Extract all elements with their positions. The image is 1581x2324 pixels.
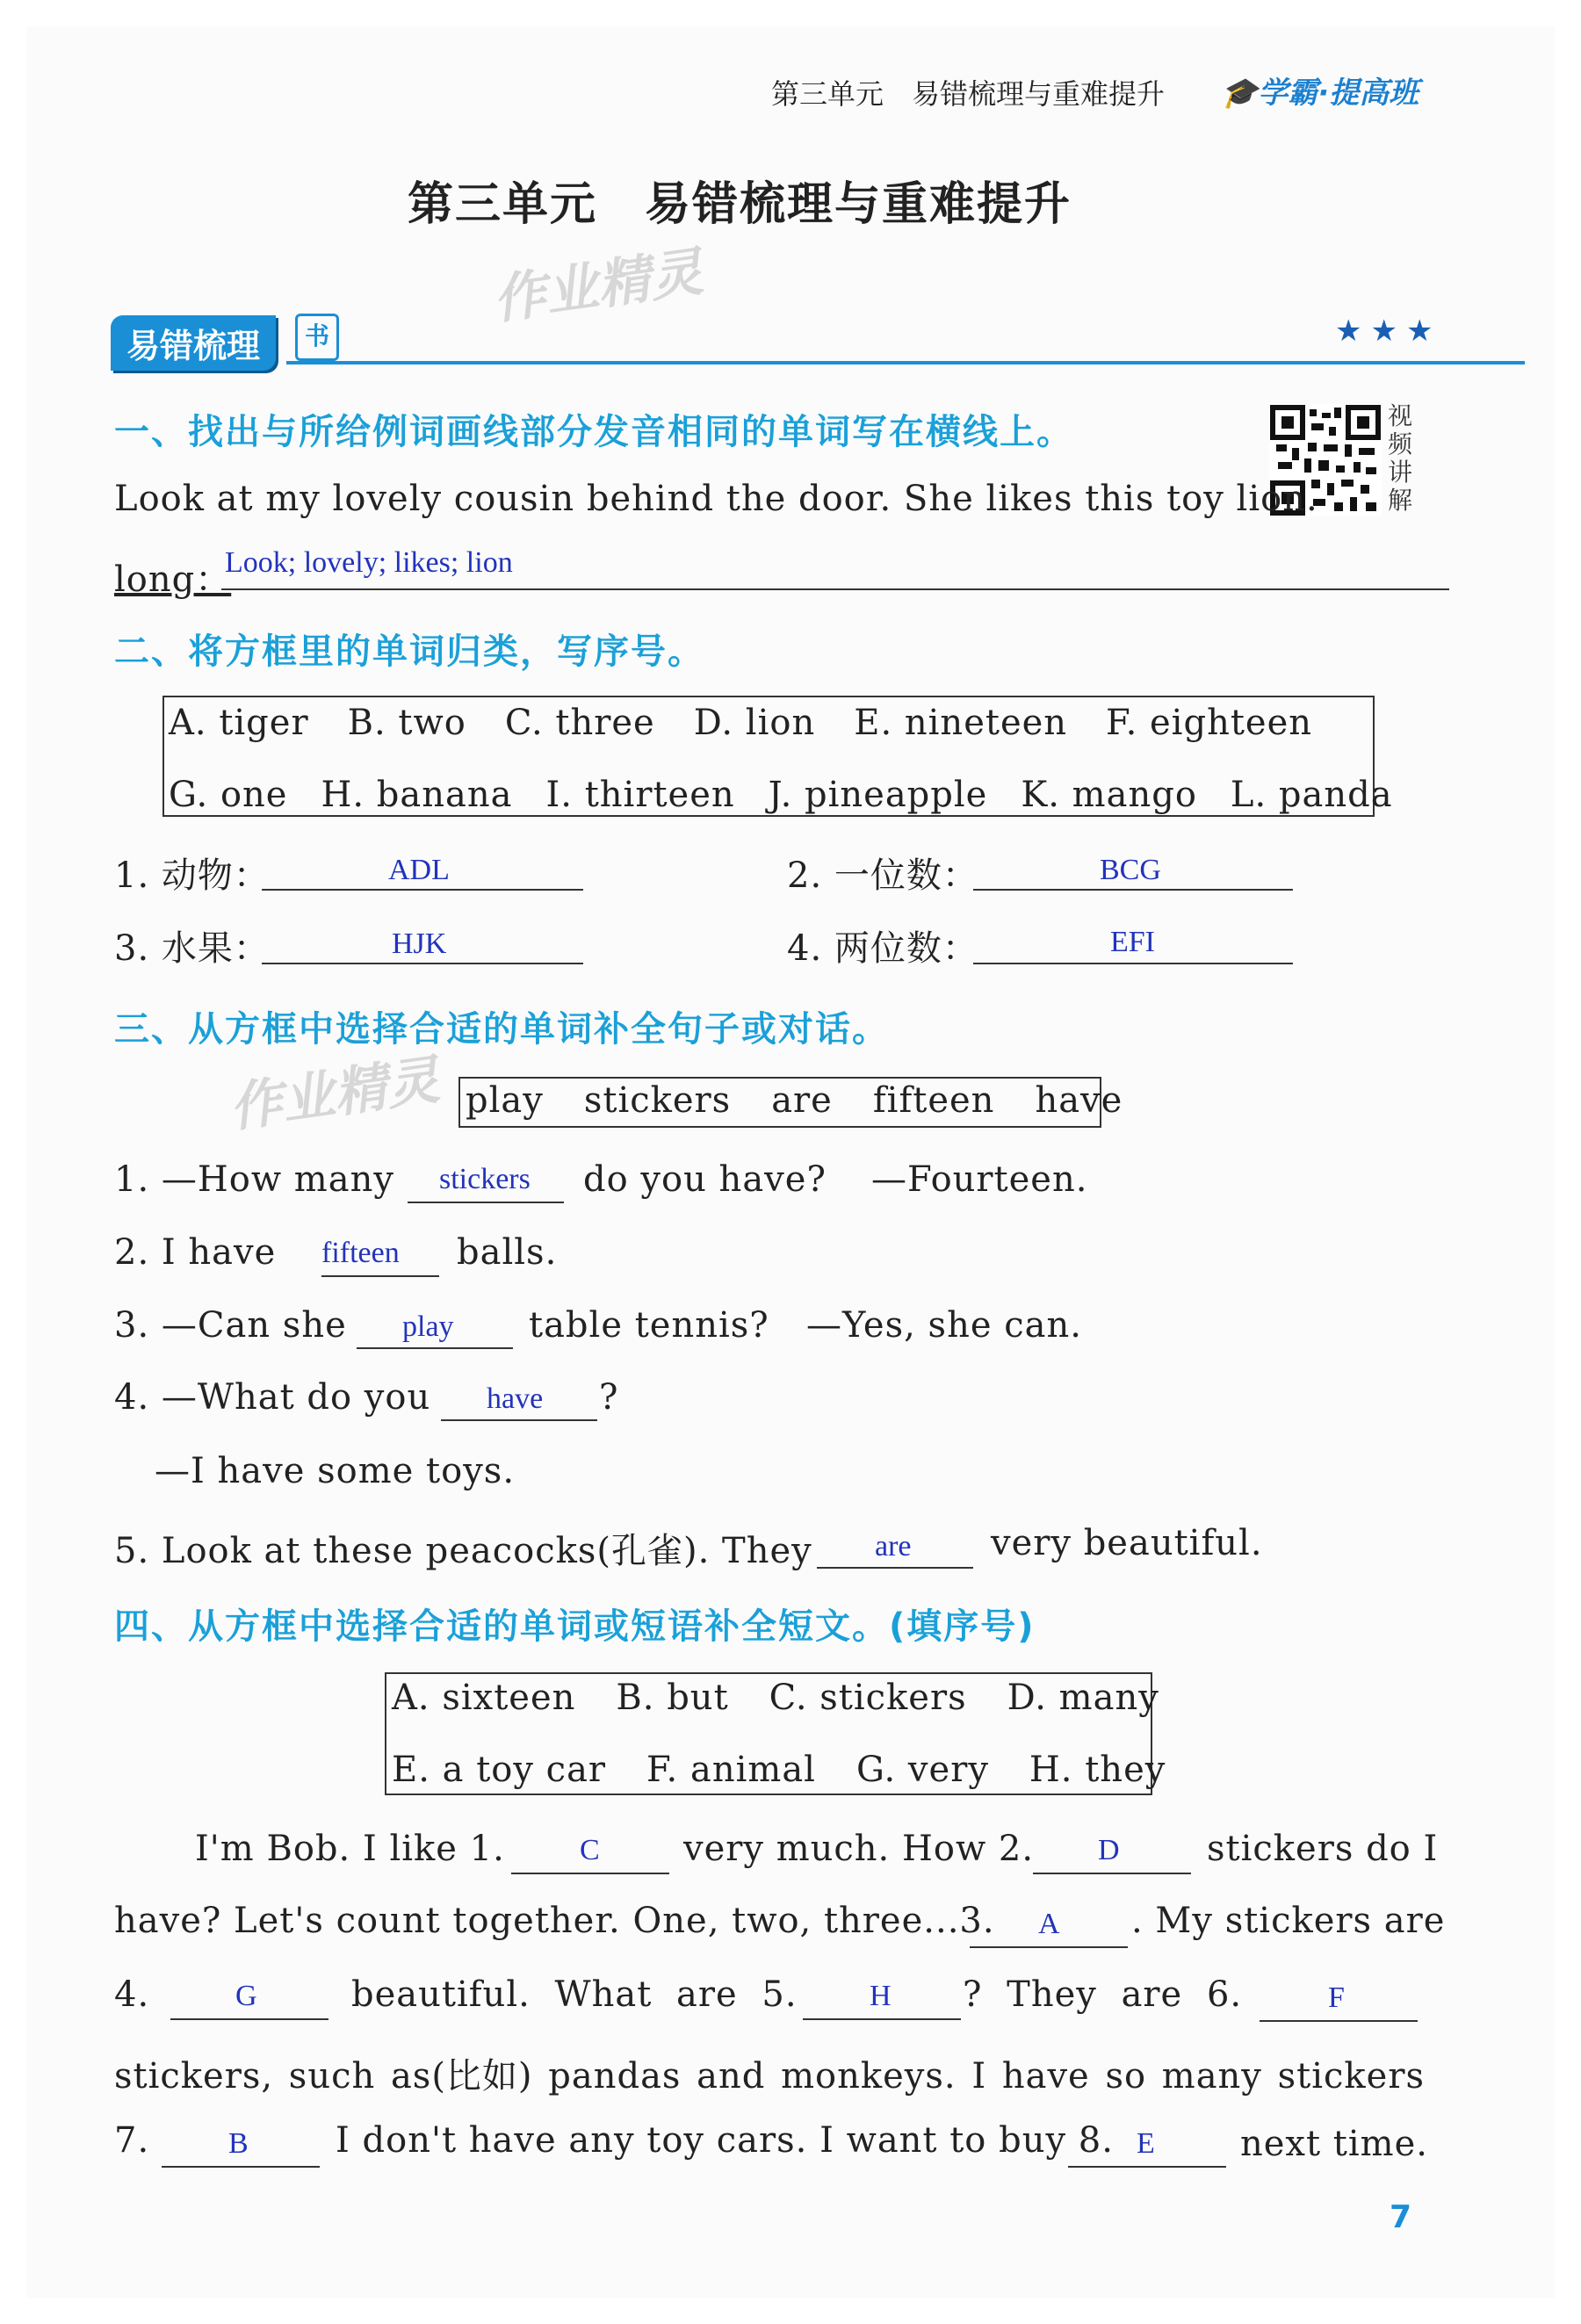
q3-s3-line[interactable] (357, 1347, 513, 1349)
q1-sentence: Look at my lovely cousin behind the door. She likes this toy lion. (114, 479, 1318, 519)
word-option: F. eighteen (1106, 703, 1313, 743)
q3-s4-reply: —I have some toys. (155, 1451, 516, 1491)
qr-label-char: 视 (1388, 401, 1413, 430)
word-option: K. mango (1021, 775, 1197, 815)
q2-item-1-label: 1. 动物： (114, 855, 270, 896)
page (26, 26, 1555, 2298)
q3-s1-line[interactable] (408, 1202, 564, 1203)
section-rule (286, 361, 1525, 364)
word-option: are (771, 1080, 833, 1121)
word-option: B. two (347, 703, 466, 743)
running-header: 第三单元 易错梳理与重难提升 (771, 77, 1166, 111)
q4-blank-4[interactable] (170, 2018, 328, 2020)
q4-p4: stickers, such as(比如) pandas and monkeys. I have so many stickers (114, 2056, 1425, 2097)
watermark: 作业精灵 (488, 241, 707, 332)
q4-p1-mid: very much. How 2. (683, 1829, 1035, 1869)
q3-words (466, 1080, 1123, 1121)
q4-p1-end: stickers do I (1207, 1829, 1439, 1869)
word-option: H. they (1029, 1750, 1166, 1790)
section-tag: 易错梳理 (111, 315, 276, 371)
q4-p3-end: ? They are 6. (963, 1974, 1243, 2015)
q3-s1-start: 1. —How many (114, 1159, 394, 1200)
q2-title: 二、将方框里的单词归类，写序号。 (114, 632, 704, 672)
q1-answer-line[interactable] (221, 588, 1449, 590)
brand-text: 学霸·提高班 (1258, 76, 1419, 111)
q4-blank-7[interactable] (162, 2166, 320, 2168)
q4-answer-4: G (235, 1980, 257, 2012)
q3-s5-line[interactable] (817, 1567, 973, 1569)
word-option: fifteen (872, 1080, 995, 1121)
q2-item-4-answer: EFI (1110, 926, 1155, 958)
book-icon: 书 (295, 314, 339, 361)
q3-s5-end: very beautiful. (991, 1523, 1263, 1563)
q3-s1-end: do you have? (583, 1159, 827, 1200)
q3-s2-end: balls. (457, 1232, 558, 1273)
word-option: F. animal (646, 1750, 816, 1790)
word-option: C. three (504, 703, 655, 743)
word-option: A. tiger (169, 703, 309, 743)
word-option: J. pineapple (768, 775, 988, 815)
q3-s5-answer: are (875, 1530, 912, 1563)
q2-row2 (169, 775, 1393, 815)
q2-item-1-answer: ADL (388, 854, 450, 886)
qr-label (1388, 402, 1412, 515)
q4-p1-start: I'm Bob. I like 1. (195, 1829, 505, 1869)
word-option: B. but (616, 1678, 729, 1718)
difficulty-stars: ★★★ (1335, 314, 1442, 349)
q4-blank-2[interactable] (1033, 1873, 1191, 1874)
word-option: H. banana (321, 775, 513, 815)
q3-s2-line[interactable] (321, 1275, 439, 1277)
q4-title: 四、从方框中选择合适的单词或短语补全短文。(填序号) (114, 1606, 1036, 1647)
q4-answer-7: B (228, 2127, 249, 2160)
word-option: have (1035, 1080, 1123, 1121)
qr-label-char: 解 (1388, 486, 1413, 515)
q3-s3-end: table tennis? (529, 1305, 769, 1346)
page-title: 第三单元 易错梳理与重难提升 (408, 178, 1072, 231)
watermark: 作业精灵 (225, 1049, 444, 1140)
q2-item-3-answer: HJK (392, 927, 447, 960)
qr-label-char: 讲 (1388, 458, 1413, 487)
q3-s4-start: 4. —What do you (114, 1377, 431, 1418)
q4-blank-1[interactable] (511, 1873, 669, 1874)
q3-s5-start: 5. Look at these peacocks(孔雀). They (114, 1531, 812, 1571)
word-option: A. sixteen (392, 1678, 576, 1718)
q3-title: 三、从方框中选择合适的单词补全句子或对话。 (114, 1009, 889, 1050)
q2-item-4-line[interactable] (973, 963, 1293, 964)
qr-label-char: 频 (1388, 429, 1413, 458)
brand-logo (1221, 69, 1419, 112)
q3-s3-start: 3. —Can she (114, 1305, 347, 1346)
q4-p3-mid: beautiful. What are 5. (351, 1974, 798, 2015)
q3-s3-answer: play (402, 1310, 454, 1343)
q1-title: 一、找出与所给例词画线部分发音相同的单词写在横线上。 (114, 412, 1073, 452)
q4-blank-6[interactable] (1260, 2020, 1418, 2022)
q4-blank-3[interactable] (970, 1946, 1128, 1948)
q2-item-3-label: 3. 水果： (114, 928, 270, 969)
q4-row1 (392, 1678, 1159, 1718)
word-option: G. one (169, 775, 288, 815)
q3-s2-start: 2. I have (114, 1232, 277, 1273)
q3-s2-answer: fifteen (321, 1237, 400, 1269)
q4-answer-8: E (1137, 2127, 1155, 2160)
q2-item-3-line[interactable] (262, 963, 583, 964)
q2-item-2-label: 2. 一位数： (787, 855, 978, 896)
q2-item-2-answer: BCG (1100, 854, 1161, 886)
q4-row2 (392, 1750, 1166, 1790)
q4-answer-1: C (580, 1834, 600, 1866)
q4-p2-end: . My stickers are (1131, 1901, 1446, 1941)
word-option: C. stickers (769, 1678, 967, 1718)
word-option: stickers (583, 1080, 732, 1121)
q4-p3-start: 4. (114, 1974, 150, 2015)
q4-answer-6: F (1328, 1981, 1345, 2014)
q4-blank-5[interactable] (803, 2018, 961, 2020)
word-option: E. a toy car (392, 1750, 607, 1790)
q4-answer-5: H (870, 1980, 892, 2012)
q4-p5-start: 7. (114, 2120, 150, 2161)
word-option: D. many (1007, 1678, 1159, 1718)
q4-p5-mid: I don't have any toy cars. I want to buy 8. (336, 2120, 1114, 2161)
q3-s4-answer: have (487, 1382, 544, 1415)
q4-p5-end: next time. (1240, 2124, 1428, 2164)
q2-item-1-line[interactable] (262, 889, 583, 891)
q2-row1 (169, 703, 1312, 743)
word-option: I. thirteen (545, 775, 735, 815)
q3-s1-reply: —Fourteen. (871, 1159, 1088, 1200)
word-option: E. nineteen (854, 703, 1068, 743)
q1-prompt-text: long： (114, 559, 232, 600)
q3-s4-line[interactable] (441, 1419, 597, 1421)
q1-prompt (114, 552, 231, 602)
word-option: L. panda (1230, 775, 1393, 815)
q4-p2-start: have? Let's count together. One, two, three...3. (114, 1901, 995, 1941)
q4-answer-3: A (1038, 1908, 1060, 1940)
q4-answer-2: D (1098, 1834, 1120, 1866)
q3-s4-end: ? (599, 1377, 619, 1418)
q1-answer: Look; lovely; likes; lion (225, 546, 513, 579)
q3-s1-answer: stickers (439, 1163, 531, 1195)
graduation-cap-icon: 🎓 (1221, 76, 1259, 111)
q4-blank-8[interactable] (1068, 2166, 1226, 2168)
section-header (111, 312, 1442, 368)
q3-s3-reply: —Yes, she can. (806, 1305, 1082, 1346)
word-option: play (466, 1080, 544, 1121)
q2-item-4-label: 4. 两位数： (787, 928, 978, 969)
q2-item-2-line[interactable] (973, 889, 1293, 891)
word-option: D. lion (693, 703, 816, 743)
page-number: 7 (1390, 2199, 1412, 2235)
word-option: G. very (855, 1750, 989, 1790)
